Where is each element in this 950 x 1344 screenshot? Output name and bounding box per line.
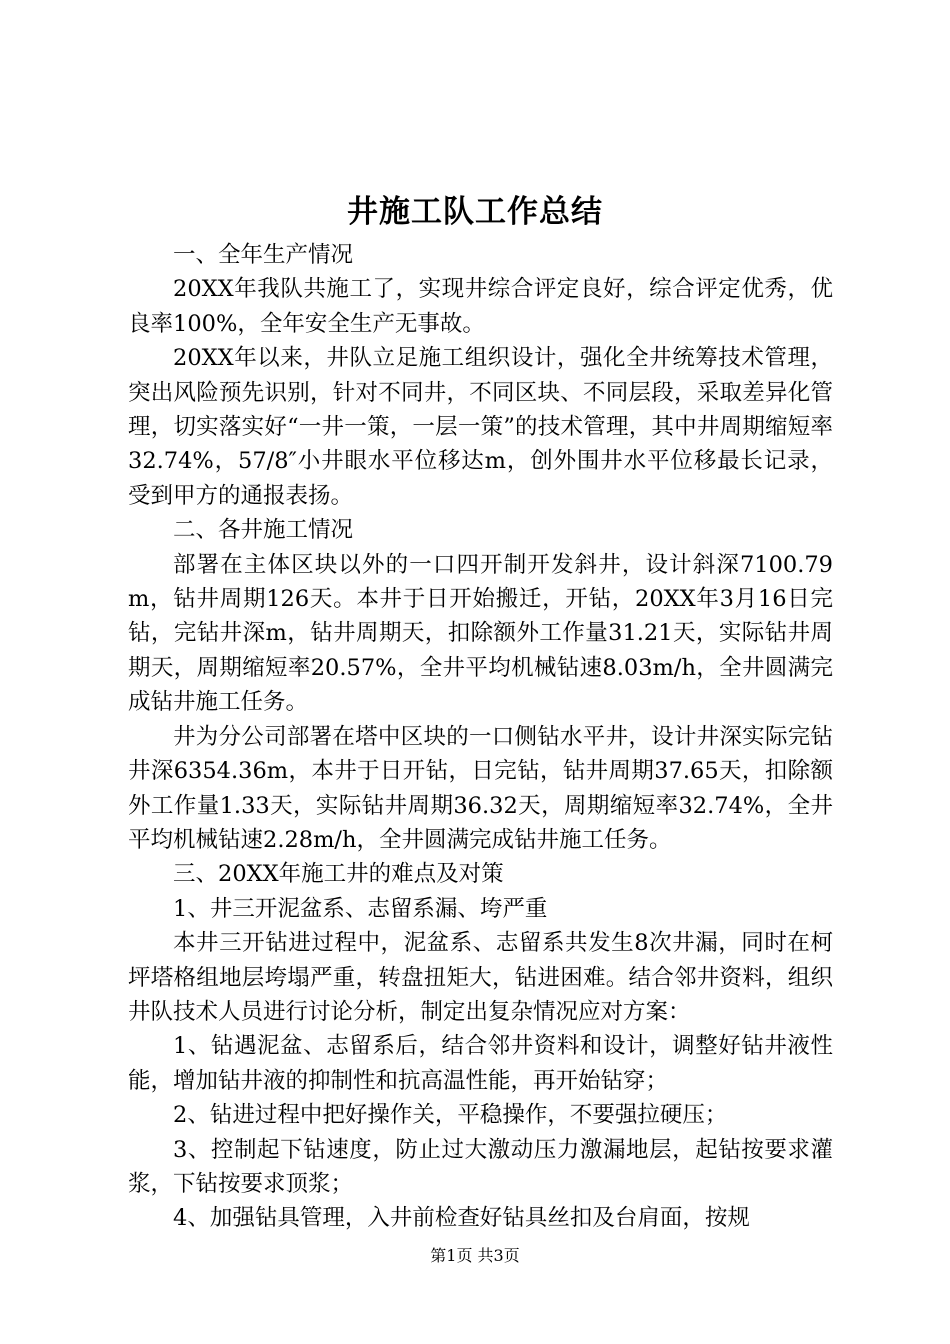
list-item: 4、加强钻具管理，入井前检查好钻具丝扣及台肩面，按规 (173, 1205, 750, 1232)
document-title: 井施工队工作总结 (347, 194, 603, 230)
section-heading-3: 三、20XX年施工井的难点及对策 (173, 861, 504, 888)
paragraph: 20XX年我队共施工了，实现井综合评定良好，综合评定优秀，优良率100%，全年安全生产无事故。 (128, 276, 833, 337)
section-heading-2: 二、各井施工情况 (173, 517, 354, 544)
list-item: 1、钻遇泥盆、志留系后，结合邻井资料和设计，调整好钻井液性能，增加钻井液的抑制性和抗高温性能，再开始钻穿； (128, 1033, 833, 1094)
subsection-heading: 1、井三开泥盆系、志留系漏、垮严重 (173, 895, 548, 922)
list-item: 3、控制起下钻速度，防止过大激动压力激漏地层，起钻按要求灌浆，下钻按要求顶浆； (128, 1136, 833, 1197)
page-footer: 第1页 共3页 (430, 1246, 520, 1265)
paragraph: 20XX年以来，井队立足施工组织设计，强化全井统筹技术管理，突出风险预先识别，针对不同井，不同区块、不同层段，采取差异化管理，切实落实好“一井一策，一层一策”的技术管理，其中井周期缩短率32.74%，57/8″小井眼水平位移达m，创外围井水平位移最长记录，受到甲方的通报表扬。 (128, 345, 833, 509)
document-body (128, 238, 833, 1236)
paragraph: 本井三开钻进过程中，泥盆系、志留系共发生8次井漏，同时在柯坪塔格组地层垮塌严重，转盘扭矩大，钻进困难。结合邻井资料，组织井队技术人员进行讨论分析，制定出复杂情况应对方案： (128, 930, 833, 1025)
paragraph: 井为分公司部署在塔中区块的一口侧钻水平井，设计井深实际完钻井深6354.36m，本井于日开钻，日完钻，钻井周期37.65天，扣除额外工作量1.33天，实际钻井周期36.32天，周期缩短率32.74%，全井平均机械钻速2.28m/h，全井圆满完成钻井施工任务。 (128, 723, 833, 853)
list-item: 2、钻进过程中把好操作关，平稳操作，不要强拉硬压； (173, 1102, 728, 1129)
paragraph: 部署在主体区块以外的一口四开制开发斜井，设计斜深7100.79m，钻井周期126天。本井于日开始搬迁，开钻，20XX年3月16日完钻，完钻井深m，钻井周期天，扣除额外工作量31.21天，实际钻井周期天，周期缩短率20.57%，全井平均机械钻速8.03m/h，全井圆满完成钻井施工任务。 (128, 551, 833, 716)
section-heading-1: 一、全年生产情况 (173, 242, 354, 268)
